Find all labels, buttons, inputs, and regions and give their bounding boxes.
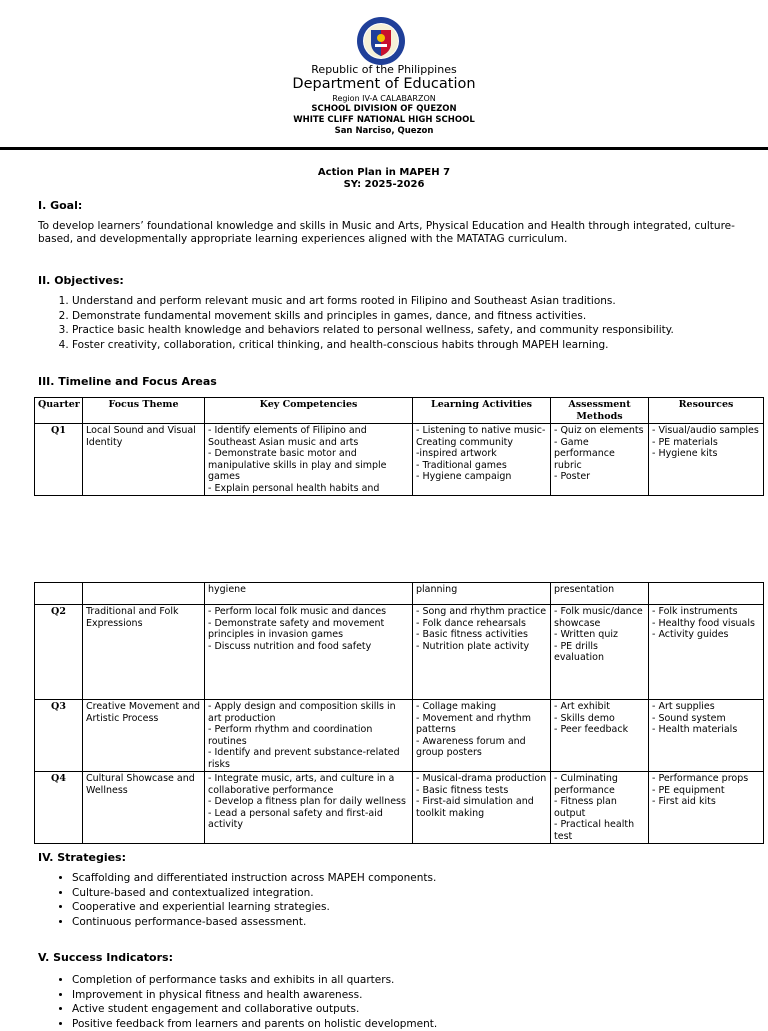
quarter-cell: Q3 (35, 700, 83, 772)
assessment-cell (551, 772, 649, 844)
header-school: WHITE CLIFF NATIONAL HIGH SCHOOL (0, 115, 768, 126)
assessment-cell: presentation (551, 583, 649, 605)
objective-item: 4. Foster creativity, collaboration, critical thinking, and health-conscious habits through MAPEH learning. (72, 338, 768, 353)
cell-line: - Explain personal health habits and (208, 483, 409, 495)
objective-item: 2. Demonstrate fundamental movement skills and principles in games, dance, and fitness activities. (72, 309, 768, 324)
col-resources: Resources (649, 398, 764, 424)
theme-cell: Traditional and Folk Expressions (83, 605, 205, 700)
activities-cell (413, 424, 551, 496)
list-item: • Scaffolding and differentiated instruction across MAPEH components. (72, 871, 768, 886)
empty-cell (35, 583, 83, 605)
cell-line: -inspired artwork (416, 448, 547, 460)
cell-line: - Culminating performance (554, 773, 645, 796)
competencies-cell: hygiene (205, 583, 413, 605)
cell-line: - Hygiene kits (652, 448, 760, 460)
cell-line: - Identify elements of Filipino and Southeast Asian music and arts (208, 425, 409, 448)
theme-cell: Local Sound and Visual Identity (83, 424, 205, 496)
header-location: San Narciso, Quezon (0, 126, 768, 137)
cell-line: - Skills demo (554, 713, 645, 725)
col-focus-theme: Focus Theme (83, 398, 205, 424)
list-item: • Positive feedback from learners and parents on holistic development. (72, 1017, 768, 1031)
list-item: • Completion of performance tasks and exhibits in all quarters. (72, 973, 768, 988)
competencies-cell (205, 424, 413, 496)
col-assessment-methods: Assessment Methods (551, 398, 649, 424)
cell-line: - Listening to native music- Creating community (416, 425, 547, 448)
activities-cell (413, 700, 551, 772)
list-item: • Cooperative and experiential learning strategies. (72, 900, 768, 915)
assessment-cell (551, 424, 649, 496)
cell-line: - Integrate music, arts, and culture in a collaborative performance (208, 773, 409, 796)
cell-line: - Folk instruments (652, 606, 760, 618)
activities-cell (413, 605, 551, 700)
title-line2: SY: 2025-2026 (0, 179, 768, 191)
col-quarter: Quarter (35, 398, 83, 424)
header-republic: Republic of the Philippines (0, 63, 768, 76)
cell-line: - First-aid simulation and toolkit making (416, 796, 547, 819)
table-row (35, 772, 764, 844)
goal-heading: I. Goal: (38, 199, 82, 212)
objective-item: 3. Practice basic health knowledge and behaviors related to personal wellness, safety, and community responsibility. (72, 323, 768, 338)
empty-cell (649, 583, 764, 605)
header-divider (0, 147, 768, 150)
table-row (35, 605, 764, 700)
deped-seal-icon (356, 16, 406, 66)
header-division: SCHOOL DIVISION OF QUEZON (0, 104, 768, 115)
cell-line: - Peer feedback (554, 724, 645, 736)
cell-line: - Basic fitness activities (416, 629, 547, 641)
empty-cell (83, 583, 205, 605)
cell-line: - Apply design and composition skills in art production (208, 701, 409, 724)
cell-line: - Quiz on elements (554, 425, 645, 437)
col-learning-activities: Learning Activities (413, 398, 551, 424)
indicators-heading: V. Success Indicators: (38, 951, 173, 964)
timeline-table-page1 (34, 397, 764, 496)
cell-line: - Health materials (652, 724, 760, 736)
cell-line: - Develop a fitness plan for daily wellness (208, 796, 409, 808)
timeline-table-page2 (34, 582, 764, 844)
cell-line: - Basic fitness tests (416, 785, 547, 797)
strategies-list (38, 871, 768, 929)
cell-line: - Game performance rubric (554, 437, 645, 472)
cell-line: - Healthy food visuals (652, 618, 760, 630)
cell-line: - Written quiz (554, 629, 645, 641)
cell-line: - Awareness forum and group posters (416, 736, 547, 759)
list-item: • Continuous performance-based assessment. (72, 915, 768, 930)
cell-line: - Perform local folk music and dances (208, 606, 409, 618)
theme-cell: Cultural Showcase and Wellness (83, 772, 205, 844)
cell-line: - PE drills evaluation (554, 641, 645, 664)
title-line1: Action Plan in MAPEH 7 (0, 167, 768, 179)
activities-cell: planning (413, 583, 551, 605)
table-header-row (35, 398, 764, 424)
cell-line: - Practical health test (554, 819, 645, 842)
cell-line: - Sound system (652, 713, 760, 725)
cell-line: - Activity guides (652, 629, 760, 641)
cell-line: - Song and rhythm practice (416, 606, 547, 618)
table-row (35, 700, 764, 772)
cell-line: - Collage making (416, 701, 547, 713)
resources-cell (649, 772, 764, 844)
cell-line: - Art exhibit (554, 701, 645, 713)
resources-cell (649, 605, 764, 700)
cell-line: - Demonstrate safety and movement principles in invasion games (208, 618, 409, 641)
cell-line: - Movement and rhythm patterns (416, 713, 547, 736)
assessment-cell (551, 605, 649, 700)
cell-line: - Folk dance rehearsals (416, 618, 547, 630)
cell-line: - Hygiene campaign (416, 471, 547, 483)
quarter-cell: Q2 (35, 605, 83, 700)
table-row (35, 583, 764, 605)
document-title (0, 167, 768, 191)
cell-line: - Nutrition plate activity (416, 641, 547, 653)
cell-line: - Identify and prevent substance-related risks (208, 747, 409, 770)
cell-line: - Lead a personal safety and first-aid activity (208, 808, 409, 831)
cell-line: - Poster (554, 471, 645, 483)
quarter-cell: Q1 (35, 424, 83, 496)
cell-line: - First aid kits (652, 796, 760, 808)
strategies-heading: IV. Strategies: (38, 851, 126, 864)
objective-item: 1. Understand and perform relevant music and art forms rooted in Filipino and Southeast Asian traditions. (72, 294, 768, 309)
cell-line: - Folk music/dance showcase (554, 606, 645, 629)
header-department: Department of Education (0, 76, 768, 92)
cell-line: - Discuss nutrition and food safety (208, 641, 409, 653)
quarter-cell: Q4 (35, 772, 83, 844)
competencies-cell (205, 700, 413, 772)
timeline-heading: III. Timeline and Focus Areas (38, 375, 217, 388)
header-school-block (0, 104, 768, 137)
assessment-cell (551, 700, 649, 772)
objectives-heading: II. Objectives: (38, 274, 124, 287)
cell-line: - Fitness plan output (554, 796, 645, 819)
resources-cell (649, 700, 764, 772)
activities-cell (413, 772, 551, 844)
indicators-list (38, 973, 768, 1031)
list-item: • Active student engagement and collaborative outputs. (72, 1002, 768, 1017)
cell-line: - PE equipment (652, 785, 760, 797)
competencies-cell (205, 772, 413, 844)
table-row (35, 424, 764, 496)
list-item: • Culture-based and contextualized integration. (72, 886, 768, 901)
cell-line: - Traditional games (416, 460, 547, 472)
cell-line: - Visual/audio samples (652, 425, 760, 437)
resources-cell (649, 424, 764, 496)
header-region: Region IV-A CALABARZON (0, 94, 768, 103)
col-key-competencies: Key Competencies (205, 398, 413, 424)
list-item: • Improvement in physical fitness and health awareness. (72, 988, 768, 1003)
goal-text: To develop learners’ foundational knowledge and skills in Music and Arts, Physical Education and Health through integrated, culture-based, and developmentally appropriate learning experiences aligned with the MATATAG curriculum. (38, 220, 738, 245)
cell-line: - Art supplies (652, 701, 760, 713)
cell-line: - Perform rhythm and coordination routines (208, 724, 409, 747)
cell-line: - PE materials (652, 437, 760, 449)
theme-cell: Creative Movement and Artistic Process (83, 700, 205, 772)
cell-line: - Musical-drama production (416, 773, 547, 785)
objectives-list (38, 294, 768, 352)
cell-line: - Performance props (652, 773, 760, 785)
cell-line: - Demonstrate basic motor and manipulative skills in play and simple games (208, 448, 409, 483)
competencies-cell (205, 605, 413, 700)
